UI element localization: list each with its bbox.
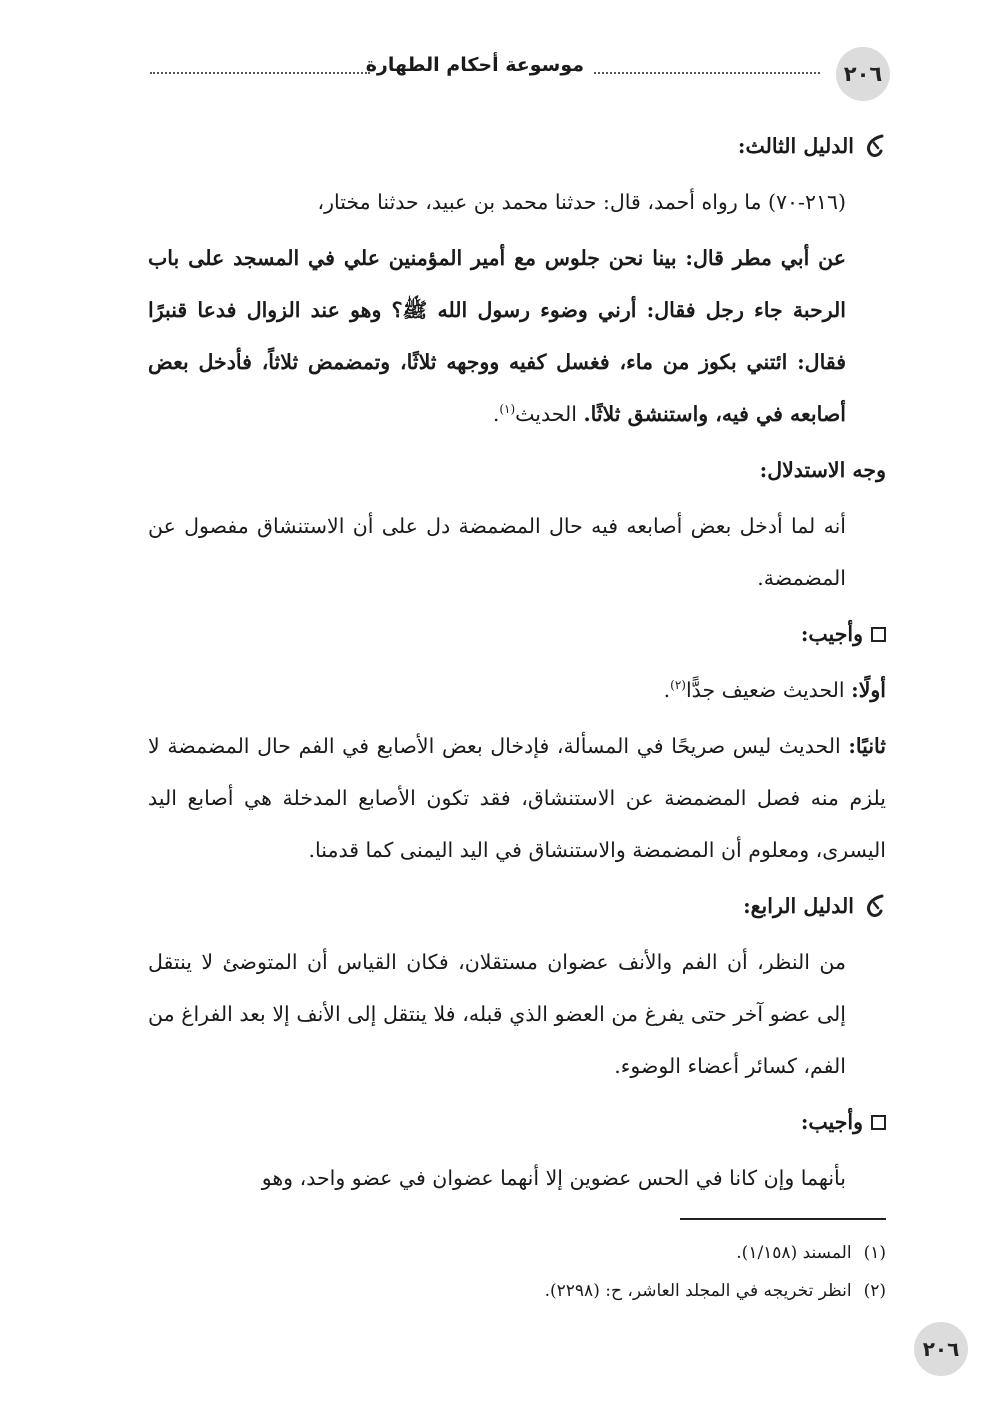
running-title: موسوعة أحكام الطهارة (365, 54, 584, 76)
footnote-number: (١) (863, 1243, 886, 1263)
hook-icon (862, 893, 886, 919)
hadith-intro: (٢١٦-٧٠) ما رواه أحمد، قال: حدثنا محمد بن عبيد، حدثنا مختار، (317, 190, 846, 214)
footnote-item (148, 1272, 886, 1310)
first-end: . (663, 678, 671, 702)
heading-text: الدليل الرابع: (743, 894, 854, 918)
second-label: ثانيًا: (848, 734, 886, 758)
header-dotted-rule-left (150, 72, 370, 74)
first-label: أولًا: (851, 678, 886, 702)
istidlal-heading (148, 444, 886, 496)
heading-text: الدليل الثالث: (737, 134, 854, 158)
answer-heading-text: وأجيب: (800, 1110, 863, 1134)
footnote-ref-1[interactable]: (١) (499, 402, 516, 417)
footnote-item (148, 1234, 886, 1272)
hadith-end: . (492, 402, 500, 426)
last-paragraph: بأنهما وإن كانا في الحس عضوين إلا أنهما عضوان في عضو واحد، وهو (261, 1166, 846, 1190)
page-header (150, 42, 890, 98)
hadith-tail: الحديث (515, 402, 584, 426)
box-icon (871, 627, 886, 642)
footnote-text: المسند (١/١٥٨). (736, 1243, 852, 1263)
answer-heading-2 (148, 1096, 886, 1148)
second-text: الحديث ليس صريحًا في المسألة، فإدخال بعض الأصابع في الفم حال المضمضة لا يلزم منه فصل المضمضة عن الاستنشاق، فقد تكون الأصابع المدخلة هي أصابع اليد اليسرى، ومعلوم أن المضمضة والاستنشاق في اليد اليمنى كما قدمنا. (148, 734, 886, 862)
hook-icon (862, 133, 886, 159)
header-dotted-rule-right (594, 72, 820, 74)
hadith-text-paragraph (148, 232, 886, 440)
istidlal-heading-text: وجه الاستدلال: (759, 458, 886, 482)
footnote-number: (٢) (863, 1281, 886, 1301)
page-number-badge-bottom: ٢٠٦ (914, 1322, 968, 1376)
hadith-text: عن أبي مطر قال: بينا نحن جلوس مع أمير المؤمنين علي في المسجد على باب الرحبة جاء رجل فقال: أرني وضوء رسول الله ﷺ؟ وهو عند الزوال فدعا قنبرًا فقال: ائتني بكوز من ماء، فغسل كفيه ووجهه ثلاثًا، وتمضمض ثلاثاً، فأدخل بعض أصابعه في فيه، واستنشق ثلاثًا. (148, 246, 846, 426)
first-text: الحديث ضعيف جدًّا (685, 678, 852, 702)
second-reply (148, 720, 886, 876)
box-icon (871, 1115, 886, 1130)
page-number-badge-top: ٢٠٦ (836, 47, 890, 101)
answer-heading-text: وأجيب: (800, 622, 863, 646)
footnote-ref-2[interactable]: (٢) (670, 678, 686, 693)
section-heading-fourth-evidence (148, 880, 886, 932)
main-text (148, 120, 886, 1204)
footnote-text: انظر تخريجه في المجلد العاشر، ح: (٢٢٩٨). (544, 1281, 852, 1301)
first-reply (148, 664, 886, 716)
fourth-evidence-text: من النظر، أن الفم والأنف عضوان مستقلان، فكان القياس أن المتوضئ لا ينتقل إلى عضو آخر حتى يفرغ من العضو الذي قبله، فلا ينتقل إلى الأنف إلا بعد الفراغ من الفم، كسائر أعضاء الوضوء. (148, 950, 846, 1078)
answer-heading-1 (148, 608, 886, 660)
footnote-separator (680, 1218, 886, 1220)
istidlal-text: أنه لما أدخل بعض أصابعه فيه حال المضمضة دل على أن الاستنشاق مفصول عن المضمضة. (148, 514, 846, 590)
footnotes (148, 1234, 886, 1310)
section-heading-third-evidence (148, 120, 886, 172)
